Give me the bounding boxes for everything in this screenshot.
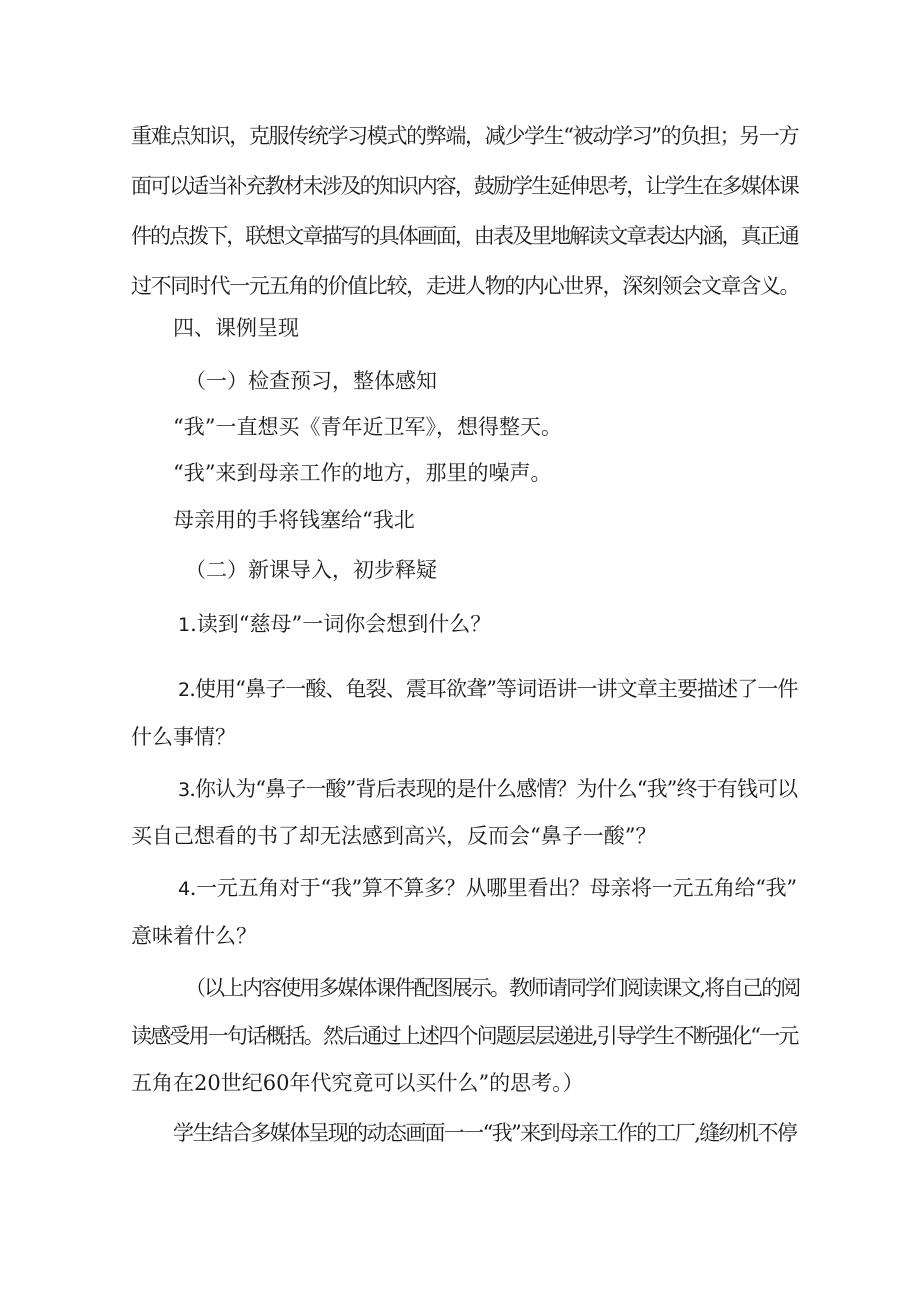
question-number: 3 [178,779,190,801]
body-paragraph: 学生结合多媒体呈现的动态画面一一“我”来到母亲工作的工厂,缝纫机不停 [173,1121,797,1145]
question-4-line1 [178,873,797,904]
subsection-heading: （一）检查预习，整体感知 [185,369,437,393]
question-number: 4 [178,878,190,900]
question-number: 2 [178,679,190,701]
intro-line: 面可以适当补充教材未涉及的知识内容，鼓励学生延伸思考，让学生在多媒体课 [131,174,798,198]
question-3-line1 [178,774,797,805]
intro-line: 过不同时代一元五角的价值比较，走进人物的内心世界，深刻领会文章含义。 [131,274,800,298]
question-number: 1 [178,614,191,636]
preview-item: 母亲用的手将钱塞给“我北 [173,508,415,532]
question-text: .使用“鼻子一酸、龟裂、震耳欲聋”等词语讲一讲文章主要描述了一件 [189,677,798,701]
question-text: .读到“慈母”一词你会想到什么？ [190,612,492,636]
note-line: （以上内容使用多媒体课件配图展示。教师请同学们阅读课文,将自己的阅 [185,976,800,1000]
note-line: 五角在20世纪60年代究竟可以买什么”的思考。） [131,1071,584,1095]
intro-line: 重难点知识，克服传统学习模式的弊端，减少学生“被动学习”的负担；另一方 [131,124,799,148]
preview-item: “我”一直想买《青年近卫军》，想得整天。 [173,415,562,439]
intro-paragraph [131,111,800,311]
question-text: .你认为“鼻子一酸”背后表现的是什么感情？为什么“我”终于有钱可以 [189,777,798,801]
question-2-line2: 什么事情？ [131,725,236,749]
preview-item: “我”来到母亲工作的地方，那里的噪声。 [173,461,552,485]
question-4-line2: 意味着什么？ [131,924,257,948]
intro-line: 件的点拨下，联想文章描写的具体画面，由表及里地解读文章表达内涵，真正通 [131,224,798,248]
question-2-line1 [178,674,798,705]
section-heading: 四、课例呈现 [173,316,299,340]
question-1 [178,609,491,640]
subsection-heading: （二）新课导入，初步释疑 [185,558,437,582]
question-3-line2: 买自己想看的书了却无法感到高兴，反而会“鼻子一酸”？ [131,824,657,848]
question-text: .一元五角对于“我”算不算多？从哪里看出？母亲将一元五角给“我” [189,876,797,900]
note-line: 读感受用一句话概括。然后通过上述四个问题层层递进,引导学生不断强化“一元 [131,1024,798,1048]
